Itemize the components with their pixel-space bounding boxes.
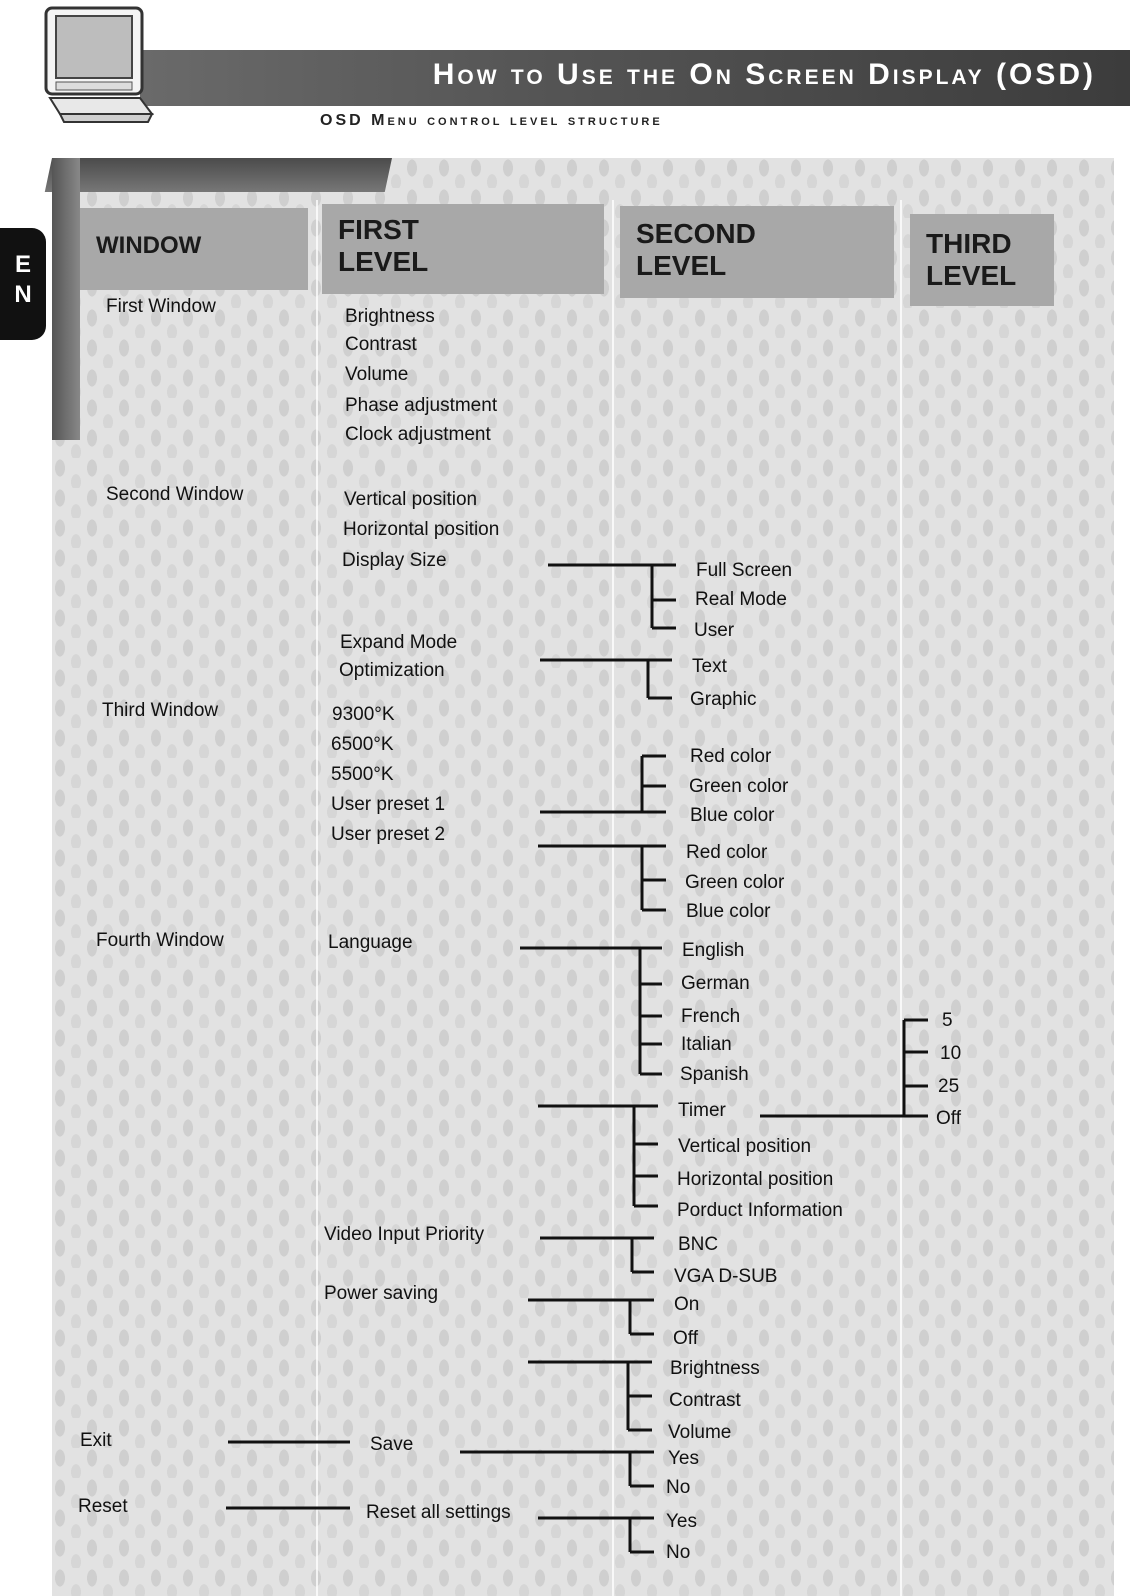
second-level-item: Text — [692, 656, 727, 677]
second-level-item: Real Mode — [695, 589, 787, 610]
first-level-item: Horizontal position — [343, 519, 500, 540]
second-level-item: Yes — [666, 1511, 697, 1532]
page-title: How to Use the On Screen Display (OSD) — [432, 58, 1096, 91]
language-side-tab: E N — [0, 228, 46, 340]
third-level-item: 25 — [938, 1076, 960, 1097]
second-level-item: Red color — [690, 746, 772, 767]
second-level-item: Timer — [678, 1100, 726, 1121]
second-level-item: Off — [673, 1328, 698, 1349]
second-level-item: No — [666, 1542, 691, 1563]
second-level-item: Brightness — [670, 1358, 760, 1379]
window-label-exit: Exit — [80, 1430, 112, 1451]
window-label-reset: Reset — [78, 1496, 128, 1517]
first-level-item: Reset all settings — [366, 1502, 511, 1523]
first-level-item: User preset 2 — [331, 824, 446, 845]
second-level-item: Red color — [686, 842, 768, 863]
second-level-item: Italian — [681, 1034, 732, 1055]
first-level-item: Clock adjustment — [345, 424, 491, 445]
second-level-item: Contrast — [669, 1390, 741, 1411]
first-level-item: Vertical position — [344, 489, 478, 510]
second-level-item: German — [681, 973, 750, 994]
second-level-item: Blue color — [690, 805, 775, 826]
second-level-item: Green color — [685, 872, 785, 893]
third-level-header-text: THIRD LEVEL — [926, 228, 1017, 291]
third-level-item: 5 — [942, 1010, 953, 1031]
first-level-item: Brightness — [345, 306, 435, 327]
second-level-item: English — [682, 940, 745, 961]
first-level-item: Volume — [345, 364, 409, 385]
first-level-item: Display Size — [342, 550, 447, 571]
second-level-item: Volume — [668, 1422, 732, 1443]
second-level-item: Vertical position — [678, 1136, 812, 1157]
window-label-fourth: Fourth Window — [96, 930, 224, 951]
second-level-item: User — [694, 620, 735, 641]
first-level-header-text: FIRST LEVEL — [338, 214, 429, 277]
third-level-item: 10 — [940, 1043, 962, 1064]
first-level-item: Expand Mode — [340, 632, 458, 653]
second-level-item: Horizontal position — [677, 1169, 834, 1190]
first-level-item: Contrast — [345, 334, 417, 355]
third-level-item: Off — [936, 1108, 961, 1129]
second-level-item: French — [681, 1006, 741, 1027]
second-level-item: Spanish — [680, 1064, 749, 1085]
first-level-item: Language — [328, 932, 413, 953]
window-label-first: First Window — [106, 296, 216, 317]
page-subtitle: OSD Menu control level structure — [320, 112, 663, 129]
window-label-second: Second Window — [106, 484, 244, 505]
first-level-item: Save — [370, 1434, 414, 1455]
first-level-item: Optimization — [339, 660, 445, 681]
second-level-item: Green color — [689, 776, 789, 797]
second-level-item: VGA D-SUB — [674, 1266, 778, 1287]
second-level-item: Full Screen — [696, 560, 793, 581]
first-level-item: 9300°K — [332, 704, 395, 725]
second-level-item: Porduct Information — [677, 1200, 843, 1221]
column-header-window: WINDOW — [80, 208, 308, 290]
second-level-item: Blue color — [686, 901, 771, 922]
second-level-item: No — [666, 1477, 691, 1498]
first-level-item: Power saving — [324, 1283, 439, 1304]
second-level-header-text: SECOND LEVEL — [636, 218, 756, 281]
window-label-third: Third Window — [102, 700, 219, 721]
first-level-item: User preset 1 — [331, 794, 446, 815]
second-level-item: Yes — [668, 1448, 699, 1469]
first-level-item: 5500°K — [331, 764, 394, 785]
second-level-item: Graphic — [690, 689, 757, 710]
first-level-item: 6500°K — [331, 734, 394, 755]
first-level-item: Video Input Priority — [324, 1224, 485, 1245]
first-level-item: Phase adjustment — [345, 395, 498, 416]
second-level-item: BNC — [678, 1234, 719, 1255]
second-level-item: On — [674, 1294, 700, 1315]
